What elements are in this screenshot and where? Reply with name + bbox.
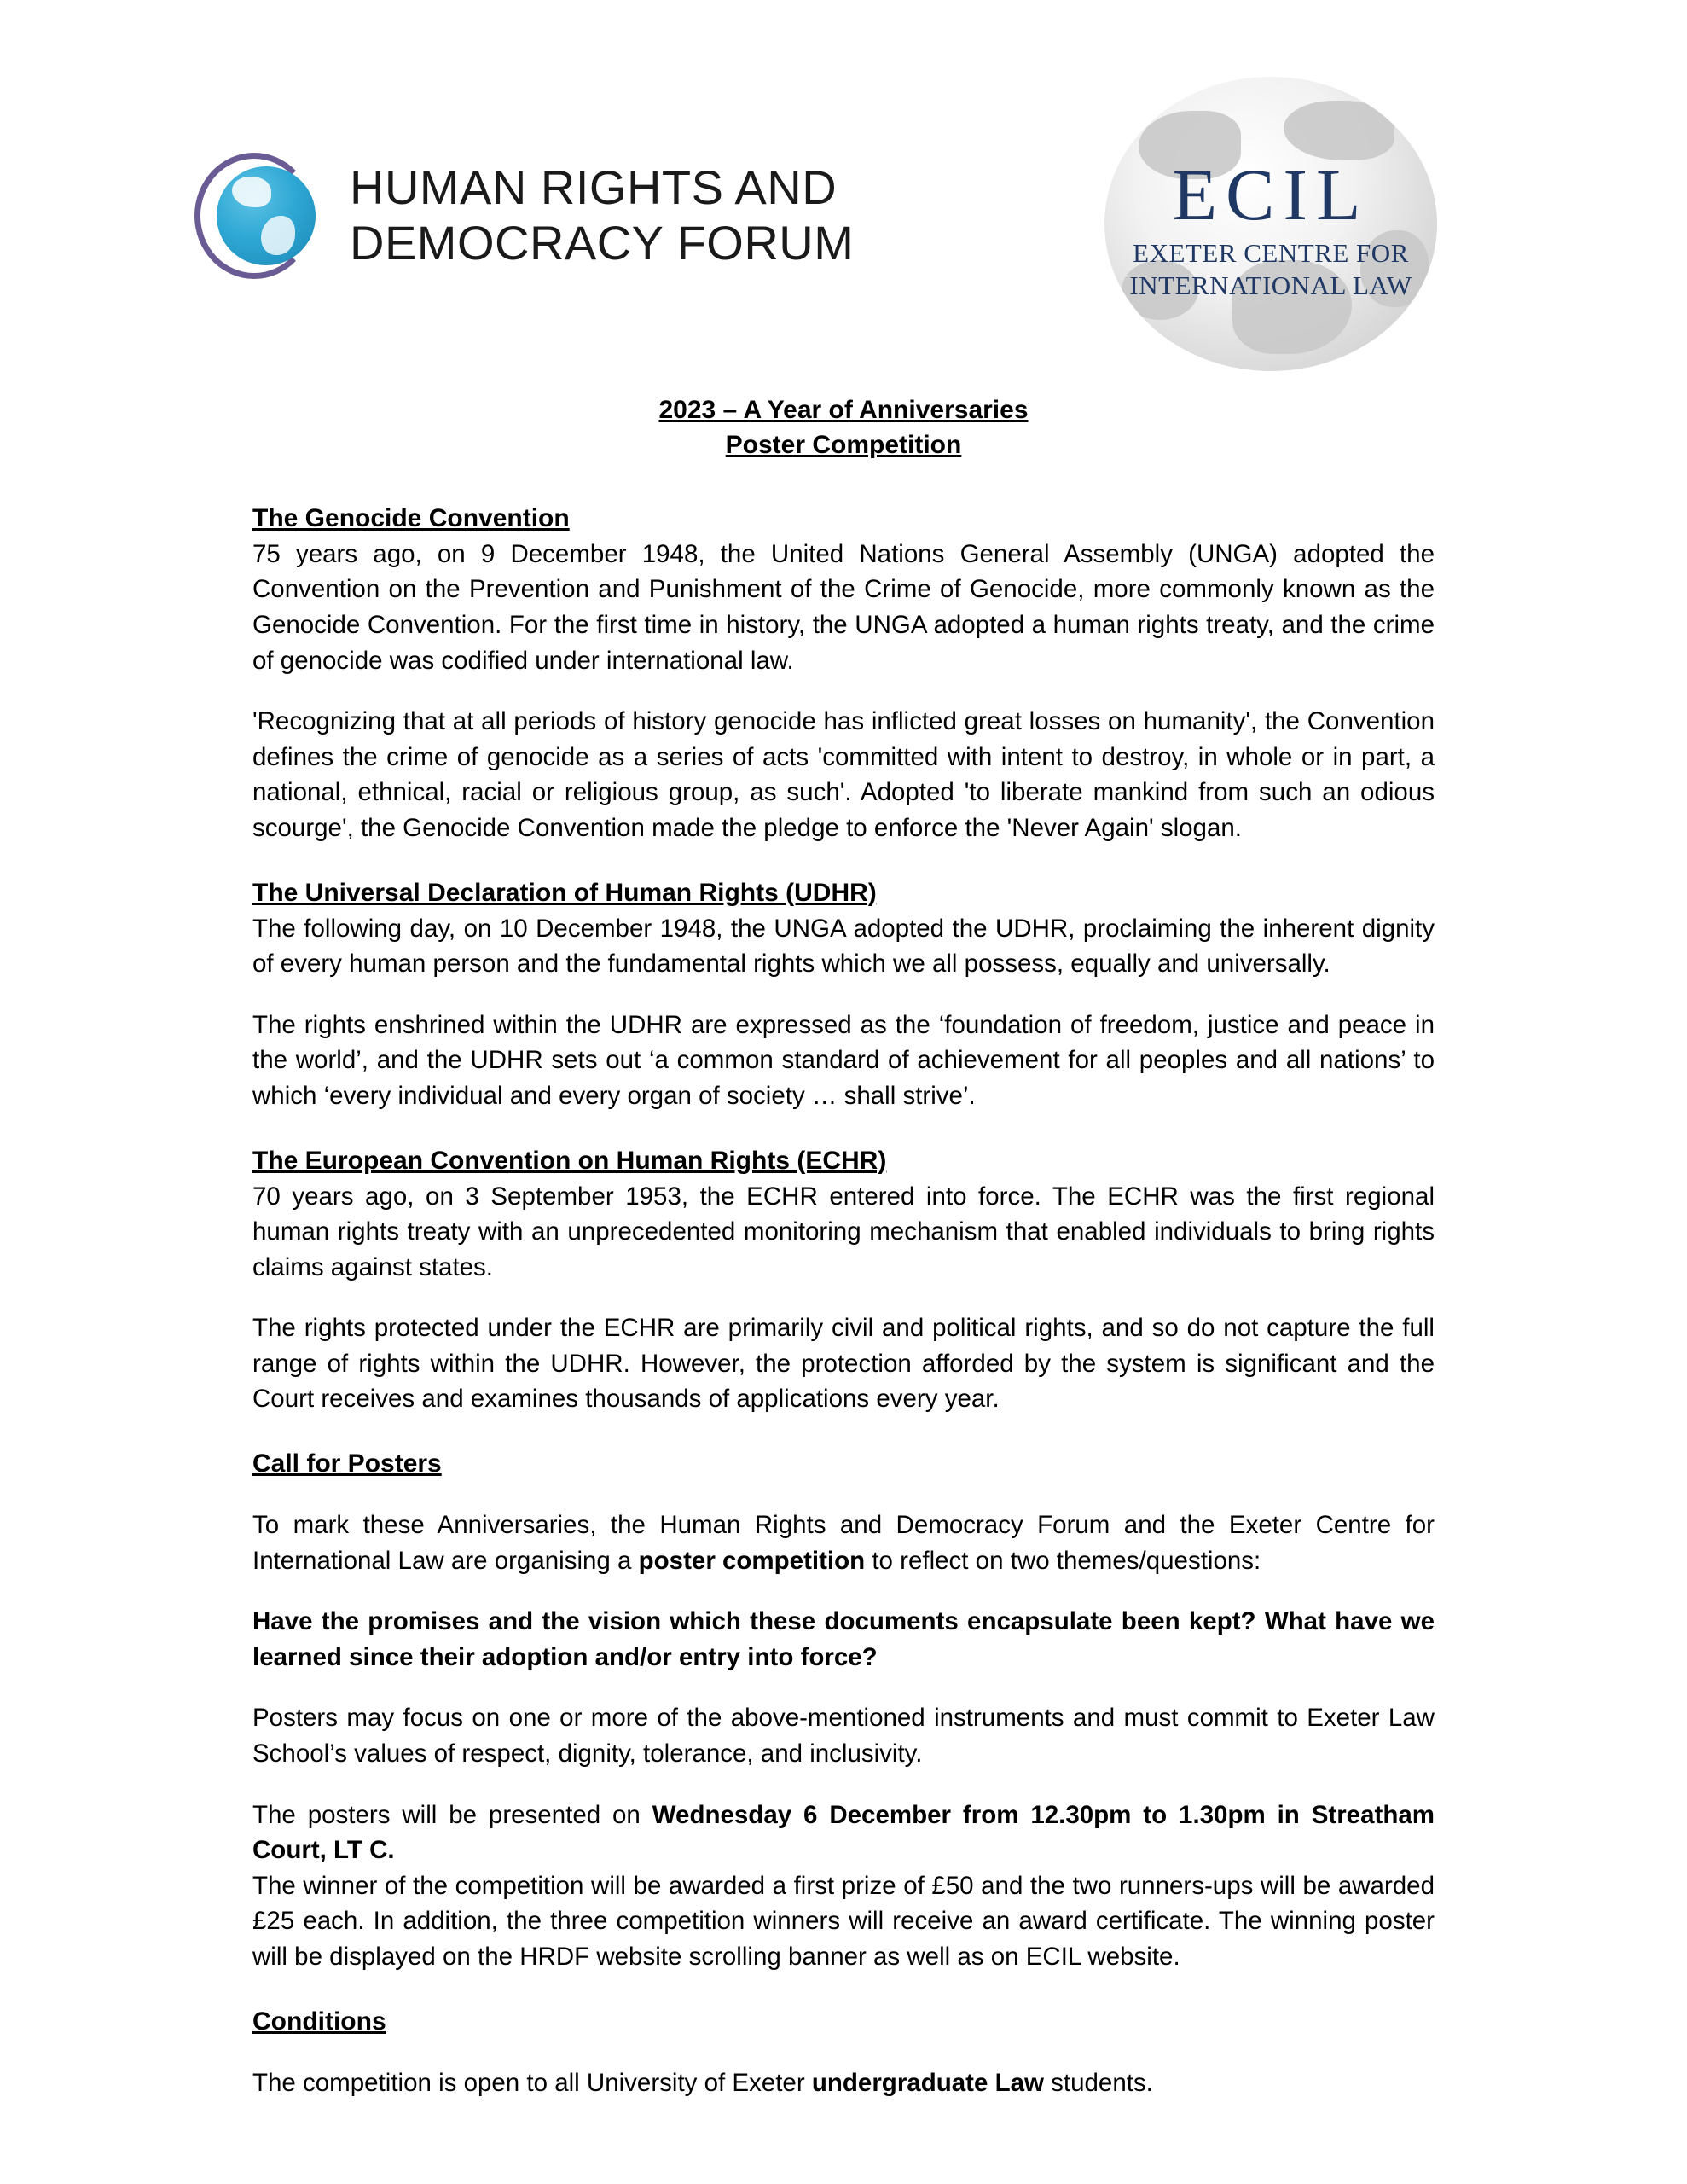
call-for-posters-text-a: To mark these Anniversaries, the Human Rights and Democracy Forum and the Exeter Centre for International Law are organising a: [252, 1511, 1435, 1575]
call-for-posters-emphasis: poster competition: [638, 1546, 866, 1575]
paragraph-genocide-2: 'Recognizing that at all periods of history genocide has inflicted great losses on humanity', the Convention defines the crime of genocide as a series of acts 'committed with intent to destroy, in whole or in part, a national, ethnical, racial or religious group, as such'. Adopted 'to liberate mankind from such an odious scourge', the Genocide Convention made the pledge to enforce the 'Never Again' slogan.: [252, 707, 1435, 842]
document-title-line2: Poster Competition: [725, 431, 962, 460]
section-heading-udhr: The Universal Declaration of Human Rights (UDHR): [252, 878, 877, 907]
paragraph-themes-question: Have the promises and the vision which these documents encapsulate been kept? What have we learned since their adoption and/or entry into force?: [252, 1607, 1435, 1671]
ecil-subtitle: [1104, 237, 1437, 302]
document-title-line1: 2023 – A Year of Anniversaries: [658, 396, 1029, 424]
paragraph-poster-focus: Posters may focus on one or more of the above-mentioned instruments and must commit to Exeter Law School’s values of respect, dignity, tolerance, and inclusivity.: [252, 1704, 1435, 1769]
paragraph-udhr-1: The following day, on 10 December 1948, the UNGA adopted the UDHR, proclaiming the inherent dignity of every human person and the fundamental rights which we all possess, equally and universally.: [252, 914, 1435, 979]
paragraph-call-for-posters-1: [252, 1507, 1435, 1578]
paragraph-udhr-2: The rights enshrined within the UDHR are expressed as the ‘foundation of freedom, justice and peace in the world’, and the UDHR sets out ‘a common standard of achievement for all peoples and all nations’ to which ‘every individual and every organ of society … shall strive’.: [252, 1010, 1435, 1110]
paragraph-presentation-details: [252, 1798, 1435, 1868]
hrdf-logo: [194, 149, 854, 282]
ecil-subtitle-line1: EXETER CENTRE FOR: [1133, 238, 1409, 268]
document-body: [0, 392, 1687, 2100]
presentation-datetime-venue: Wednesday 6 December from 12.30pm to 1.30pm in Streatham Court, LT C.: [252, 1800, 1435, 1865]
paragraph-echr-2: The rights protected under the ECHR are primarily civil and political rights, and so do not capture the full range of rights within the UDHR. However, the protection afforded by the system is significant and the Court receives and examines thousands of applications every year.: [252, 1314, 1435, 1414]
ecil-logo: [1104, 77, 1437, 371]
ecil-acronym: ECIL: [1172, 154, 1370, 235]
conditions-text-b: students.: [1043, 2068, 1153, 2097]
section-heading-call-for-posters: Call for Posters: [252, 1449, 442, 1478]
hrdf-logo-line1: HUMAN RIGHTS AND: [350, 160, 838, 214]
document-title: [252, 392, 1435, 463]
document-header: [0, 0, 1687, 401]
globe-icon: [194, 149, 322, 282]
ecil-subtitle-line2: INTERNATIONAL LAW: [1129, 270, 1412, 300]
conditions-text-a: The competition is open to all University of Exeter: [252, 2068, 812, 2097]
paragraph-prizes: The winner of the competition will be awarded a first prize of £50 and the two runners-ups will be awarded £25 each. In addition, the three competition winners will receive an award certificate. The winning poster will be displayed on the HRDF website scrolling banner as well as on ECIL website.: [252, 1871, 1435, 1971]
section-heading-genocide-convention: The Genocide Convention: [252, 503, 570, 532]
presentation-text: The posters will be presented on: [252, 1800, 652, 1829]
paragraph-genocide-1: 75 years ago, on 9 December 1948, the United Nations General Assembly (UNGA) adopted the Convention on the Prevention and Punishment of the Crime of Genocide, more commonly known as the Genocide Convention. For the first time in history, the UNGA adopted a human rights treaty, and the crime of genocide was codified under international law.: [252, 539, 1435, 675]
paragraph-conditions-1: [252, 2065, 1435, 2101]
section-heading-conditions: Conditions: [252, 2007, 386, 2036]
paragraph-echr-1: 70 years ago, on 3 September 1953, the ECHR entered into force. The ECHR was the first regional human rights treaty with an unprecedented monitoring mechanism that enabled individuals to bring rights claims against states.: [252, 1182, 1435, 1281]
hrdf-logo-text: [350, 160, 854, 271]
hrdf-logo-line2: DEMOCRACY FORUM: [350, 215, 855, 270]
conditions-emphasis: undergraduate Law: [811, 2068, 1044, 2097]
call-for-posters-text-b: to reflect on two themes/questions:: [865, 1546, 1261, 1575]
section-heading-echr: The European Convention on Human Rights (ECHR): [252, 1146, 887, 1175]
